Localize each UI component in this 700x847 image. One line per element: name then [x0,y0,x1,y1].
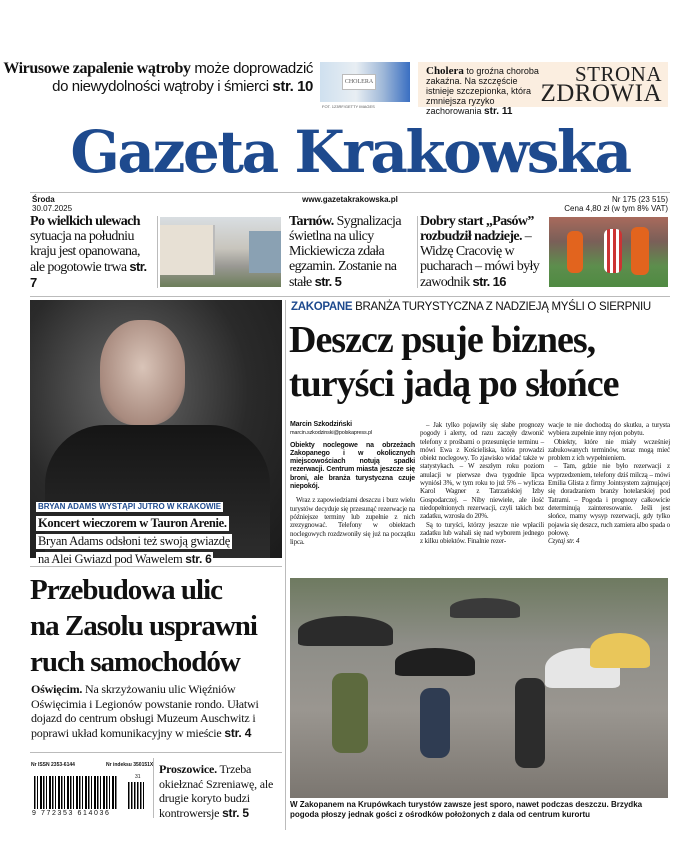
road-headline[interactable]: Przebudowa ulic na Zasolu usprawni ruch samochodów [30,574,257,678]
top-teaser[interactable] [3,60,313,96]
cholera-vaccine-image [320,62,410,102]
teaser-text: może doprowadzić [190,60,313,77]
issn: Nr ISSN 2353-6144 [31,762,75,768]
masthead-logo: Gazeta Krakowska [70,118,630,186]
concert-text: na Alei Gwiazd pod Wawelem str. 6 [38,552,212,566]
zakopane-rain-photo[interactable] [290,578,668,798]
concert-text: Bryan Adams odsłoni też swoją gwiazdę [38,534,230,548]
teaser-text: do niewydolności wątroby i śmierci [52,78,273,95]
concert-title: Koncert wieczorem w Tauron Arenie. [38,516,227,530]
main-headline[interactable]: Deszcz psuje biznes, turyści jadą po słońce [289,319,619,405]
page-ref: str. 10 [272,78,313,95]
index-number: Nr indeksu 350151X [106,762,154,768]
street-photo [160,217,281,287]
author-email: marcin.szkodzinski@polskapress.pl [290,430,372,437]
vial-label: CHOLERA [342,74,376,90]
article-column-1: Marcin Szkodziński marcin.szkodzinski@polskapress.pl Obiekty noclegowe na obrzeżach Zakopanego i w okolicznych miejscowościach notują spadki rezerwacji. Centrum miasta jeszcze się broni, ale branża turystyczna czuje niepokój. Wraz z zapowiedziami deszczu i burz wielu turystów decyduje się przesunąć rezerwacje na późniejsze terminy lub zupełnie z nich zrezygnować. Telefony w obiektach noclegowych rozdzwoniły się już na początku lipca. [290,421,415,546]
photo-credit: FOT. 123RF/GETTY IMAGES [322,104,375,109]
story-tarnow[interactable]: Tarnów. Sygnalizacja świetlna na ulicy Mickiewicza zdała egzamin. Zostanie na stałe str. 5 [289,214,401,290]
story-floods[interactable]: Po wielkich ulewach sytuacja na południu kraju jest opanowana, ale pogotowie trwa str. 7 [30,214,147,290]
barcode-digits: 9 772353 614036 [32,810,111,817]
date-block: Środa 30.07.2025 [32,195,73,213]
concert-kicker: BRYAN ADAMS WYSTĄPI JUTRO W KRAKOWIE [38,502,222,511]
concert-caption[interactable] [36,496,232,568]
teaser-bold: Wirusowe zapalenie wątroby [3,60,191,77]
health-teaser-text: Cholera to groźna choroba zakaźna. Na szczęście istnieje szczepionka, która zmniejsza ryzyko zachorowania str. 11 [426,65,539,117]
article-column-2: – Jak tylko pojawiły się słabe prognozy pogody i alerty, od razu zaczęły dzwonić telefony z prośbami o przesunięcie terminu – mówi Ewa z Kościeliska, która prowadzi obiekt noclegowy. To zjawisko widać także w statystykach. – W zeszłym roku poziom anulacji w pierwsze dwa tygodnie lipca wyniósł 3%, w tym roku to już 5% – wylicza Karol Wagner z Tatrzańskiej Izby Gospodarczej. – Niby niewiele, ale ilość niedopełnionych rezerwacji, czyli takich bez zadatku, wzrosła do 20%. Są to turyści, którzy jeszcze nie wpłacili zadatku lub wahali się nad wyborem jednego z kilku obiektów. Finalnie rezer- [420,421,544,546]
football-photo [549,217,668,287]
supplement-number: 31 [135,774,141,780]
main-kicker: ZAKOPANE BRANŻA TURYSTYCZNA Z NADZIEJĄ MYŚLI O SIERPNIU [291,301,651,313]
health-section-title: STRONA ZDROWIA [540,62,662,107]
author-name: Marcin Szkodziński [290,421,352,428]
photo-caption: W Zakopanem na Krupówkach turystów zawsze jest sporo, nawet podczas deszczu. Brzydka pogoda płoszy jednak gości z ośrodków położonych z dala od centrum kurortu [290,800,643,819]
issue-info: Nr 175 (23 515) Cena 4,80 zł (w tym 8% VAT) [564,195,668,213]
story-oswiecim[interactable]: Oświęcim. Na skrzyżowaniu ulic Więźniów Oświęcimia i Legionów powstanie rondo. Ułatwi dojazd do centrum obsługi Muzeum Auschwitz i poprawi układ komunikacyjny w mieście str. 4 [31,682,259,740]
article-column-3: wacje te nie dochodzą do skutku, a turysta wybiera zupełnie inny rejon pobytu. Obiekty, które nie miały wcześniej zabukowanych terminów, teraz mogą mieć problem z ich wypełnieniem. – Tam, gdzie nie było rezerwacji z wyprzedzeniem, telefony dziś milczą – mówi Emilia Glista z firmy Jointsystem zajmującej się doradzaniem branży hotelarskiej pod Tatrami. – Pogoda i prognozy całkowicie determinują zainteresowanie. Jeśli jest słońce, mamy wysyp rezerwacji, gdy tylko pojawia się deszcz, ruch zamiera albo spada o połowę. Czytaj str. 4 [548,421,670,546]
barcode [34,776,118,809]
article-lead: Obiekty noclegowe na obrzeżach Zakopanego i w okolicznych miejscowościach notują spadki rezerwacji. Centrum miasta jeszcze się broni, ale branża turystyczna czuje niepokój. [290,441,415,491]
website-link[interactable]: www.gazetakrakowska.pl [302,195,398,204]
barcode-supplement [128,782,144,809]
read-more[interactable]: Czytaj str. 4 [548,537,580,546]
health-page-teaser[interactable] [418,62,668,117]
story-cracovia[interactable]: Dobry start „Pasów” rozbudził nadzieje. – Widzę Cracovię w pucharach – mówi były zawodnik str. 16 [420,214,540,290]
story-proszowice[interactable]: Proszowice. Trzeba okiełznać Szreniawę, ale drugie koryto budzi kontrowersje str. 5 [159,762,274,820]
